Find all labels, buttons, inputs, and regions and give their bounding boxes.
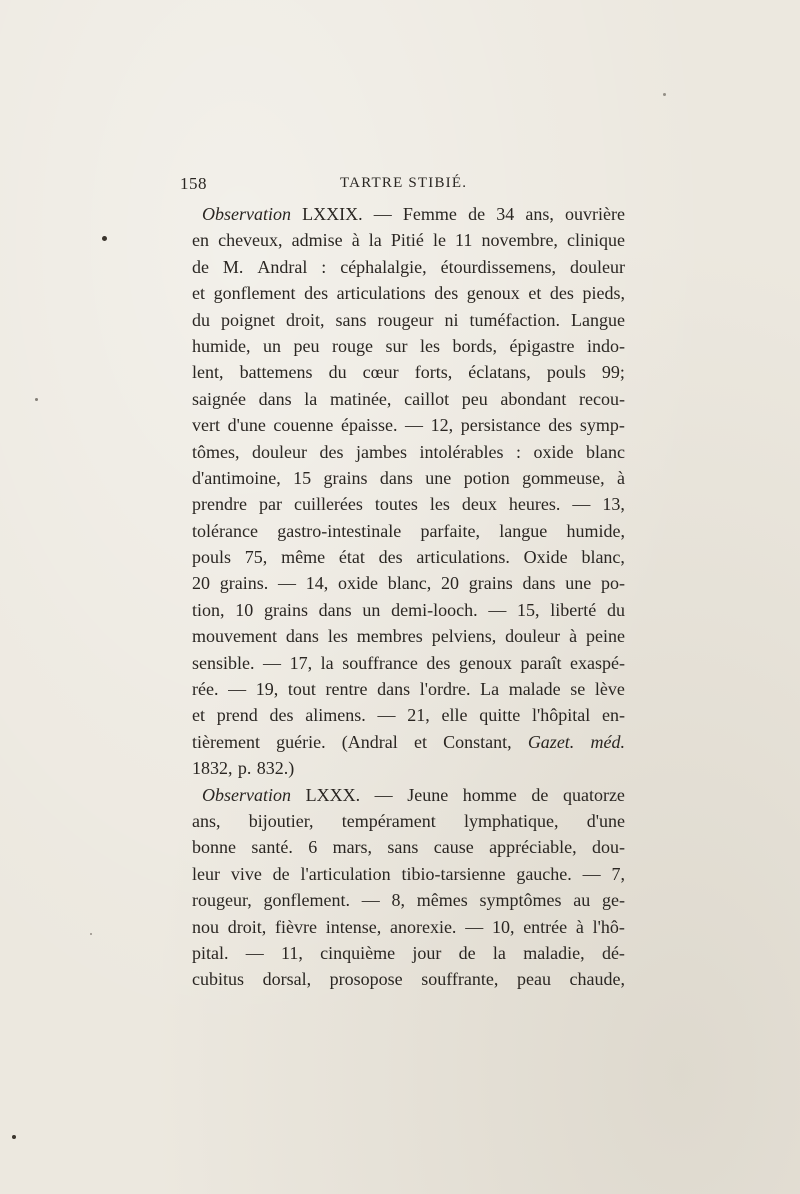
text-line: sensible. — 17, la souffrance des genoux paraît exaspé-: [192, 652, 625, 673]
text-line: 1832, p. 832.): [192, 758, 295, 779]
paper-speck: [35, 398, 38, 401]
text-line: Observation LXXX. — Jeune homme de quatorze: [202, 784, 625, 805]
text-line: bonne santé. 6 mars, sans cause appréciable, dou-: [192, 837, 625, 858]
paper-speck: [102, 236, 107, 241]
text-line: tolérance gastro-intestinale parfaite, langue humide,: [192, 520, 625, 541]
paper-speck: [12, 1135, 16, 1139]
text-line: pouls 75, même état des articulations. Oxide blanc,: [192, 547, 625, 568]
body-text: [192, 201, 625, 993]
text-line: tion, 10 grains dans un demi-looch. — 15, liberté du: [192, 599, 625, 620]
text-line: d'antimoine, 15 grains dans une potion gommeuse, à: [192, 467, 625, 488]
text-line: rougeur, gonflement. — 8, mêmes symptômes au ge-: [192, 890, 625, 911]
text-line: du poignet droit, sans rougeur ni tuméfaction. Langue: [192, 309, 625, 330]
running-title: TARTRE STIBIÉ.: [340, 175, 468, 191]
text-line: en cheveux, admise à la Pitié le 11 novembre, clinique: [192, 230, 625, 251]
text-line: et prend des alimens. — 21, elle quitte l'hôpital en-: [192, 705, 625, 726]
text-line: lent, battemens du cœur forts, éclatans, pouls 99;: [192, 362, 625, 383]
paper-speck: [663, 93, 666, 96]
text-line: tômes, douleur des jambes intolérables : oxide blanc: [192, 441, 625, 462]
text-line: prendre par cuillerées toutes les deux heures. — 13,: [192, 494, 625, 515]
text-line: pital. — 11, cinquième jour de la maladie, dé-: [192, 942, 625, 963]
text-line: cubitus dorsal, prosopose souffrante, peau chaude,: [192, 969, 625, 990]
text-line: nou droit, fièvre intense, anorexie. — 10, entrée à l'hô-: [192, 916, 625, 937]
text-line: 20 grains. — 14, oxide blanc, 20 grains dans une po-: [192, 573, 625, 594]
text-line: tièrement guérie. (Andral et Constant, Gazet. méd.: [192, 731, 625, 752]
text-line: leur vive de l'articulation tibio-tarsienne gauche. — 7,: [192, 863, 625, 884]
text-line: humide, un peu rouge sur les bords, épigastre indo-: [192, 335, 625, 356]
text-line: de M. Andral : céphalalgie, étourdissemens, douleur: [192, 256, 625, 277]
text-line: ans, bijoutier, tempérament lymphatique, d'une: [192, 810, 625, 831]
text-line: rée. — 19, tout rentre dans l'ordre. La malade se lève: [192, 679, 625, 700]
text-line: et gonflement des articulations des genoux et des pieds,: [192, 283, 625, 304]
page-number: 158: [180, 174, 207, 193]
paper-speck: [90, 933, 92, 935]
page-header: [180, 174, 630, 196]
text-line: vert d'une couenne épaisse. — 12, persistance des symp-: [192, 415, 625, 436]
text-line: mouvement dans les membres pelviens, douleur à peine: [192, 626, 625, 647]
text-line: saignée dans la matinée, caillot peu abondant recou-: [192, 388, 625, 409]
text-line: Observation LXXIX. — Femme de 34 ans, ouvrière: [202, 204, 625, 224]
